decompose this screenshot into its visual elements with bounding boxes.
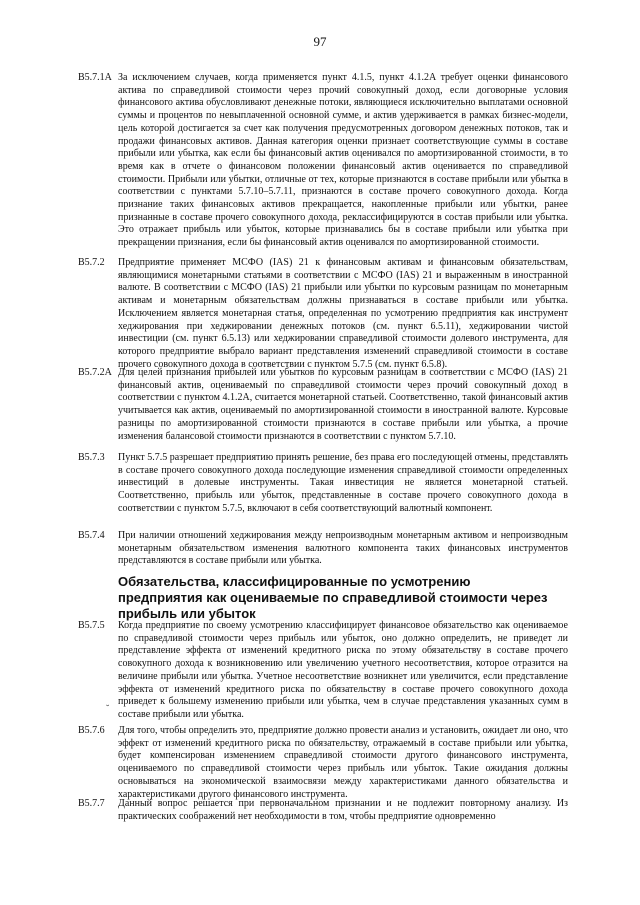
paragraph-number: B5.7.5 (78, 620, 105, 631)
paragraph-text: Для целей признания прибылей или убытков по курсовым разницам в соответствии с МСФО (IAS) 21 финансовый актив, оцениваемый по справедливой стоимости через прочий совокупный доход в соответствии с пунктом 4.1.2A, считается монетарной статьей. Соответственно, такой финансовый актив учитывается как актив, оцениваемый по амортизированной стоимости в иностранной валюте. Курсовые разницы по амортизированной стоимости признаются в составе прибыли или убытка, а прочие изменения балансовой стоимости признаются в соответствии с пунктом 5.7.10. (118, 367, 568, 442)
paragraph-b5-7-6 (78, 725, 568, 801)
paragraph-number: B5.7.4 (78, 530, 105, 541)
paragraph-b5-7-2 (78, 257, 568, 371)
paragraph-number: B5.7.1A (78, 72, 112, 83)
section-heading: Обязательства, классифицированные по усмотрению предприятия как оцениваемые по справедливой стоимости через прибыль или убыток (118, 574, 548, 621)
page-number: 97 (313, 34, 327, 49)
paragraph-b5-7-4 (78, 530, 568, 568)
paragraph-number: B5.7.7 (78, 798, 105, 809)
paragraph-text: За исключением случаев, когда применяется пункт 4.1.5, пункт 4.1.2A требует оценки финансового актива по справедливой стоимости через прочий совокупный доход, если договорные условия финансового актива обусловливают денежные потоки, являющиеся исключительно выплатами основной суммы и процентов по невыплаченной основной сумме, и актив удерживается в рамках бизнес-модели, цель которой достигается за счет как получения предусмотренных договором денежных потоков, так и продажи финансовых активов. Данная категория оценки признает соответствующие суммы в составе прибыли или убытка, как если бы финансовый актив оценивался по амортизированной стоимости, в то время как в отчете о финансовом положении финансовый актив оценивается по справедливой стоимости. Прибыли или убытки, отличные от тех, которые признаются в составе прибыли или убытка в соответствии с пунктами 5.7.10–5.7.11, признаются в составе прочего совокупного дохода. Когда признание таких финансовых активов прекращается, накопленные прибыли или убытки, ранее признанные в составе прочего совокупного дохода, реклассифицируются в состав прибыли или убытка. Это отражает прибыль или убыток, которые признавались бы в составе прибыли или убытка при прекращении признания, если бы финансовый актив оценивался по амортизированной стоимости. (118, 72, 568, 249)
paragraph-b5-7-7 (78, 798, 568, 823)
paragraph-text: Данный вопрос решается при первоначальном признании и не подлежит повторному анализу. Из практических соображений нет необходимости в том, чтобы предприятие одновременно (118, 798, 568, 822)
paragraph-number: B5.7.2A (78, 367, 112, 378)
margin-mark: ˘ (106, 704, 110, 715)
paragraph-number: B5.7.3 (78, 452, 105, 463)
paragraph-text: Пункт 5.7.5 разрешает предприятию принять решение, без права его последующей отмены, представлять в составе прочего совокупного дохода последующие изменения справедливой стоимости определенных инвестиций в долевые инструменты. Такая инвестиция не является монетарной статьей. Соответственно, прибыль или убыток, представленные в составе прочего совокупного дохода в соответствии с пунктом 5.7.5, включают в себя соответствующий валютный компонент. (118, 452, 568, 514)
paragraph-b5-7-2a (78, 367, 568, 443)
paragraph-b5-7-5 (78, 620, 568, 722)
paragraph-b5-7-3 (78, 452, 568, 516)
paragraph-text: Предприятие применяет МСФО (IAS) 21 к финансовым активам и финансовым обязательствам, являющимися монетарными статьями в соответствии с МСФО (IAS) 21 и выраженным в иностранной валюте. В соответствии с МСФО (IAS) 21 прибыли или убытки по курсовым разницам по монетарным активам и монетарным обязательствам должны признаваться в составе прибыли или убытка. Исключением является монетарная статья, определенная по усмотрению предприятия как инструмент хеджирования при хеджировании денежных потоков (см. пункт 6.5.11), хеджировании чистой инвестиции (см. пункт 6.5.13) или хеджировании справедливой стоимости долевого инструмента, для которого предприятие выбрало вариант представления изменений справедливой стоимости в составе прочего совокупного дохода в соответствии с пунктом 5.7.5 (см. пункт 6.5.8). (118, 257, 568, 370)
paragraph-number: B5.7.2 (78, 257, 105, 268)
paragraph-text: Когда предприятие по своему усмотрению классифицирует финансовое обязательство как оцениваемое по справедливой стоимости через прибыль или убыток, оно должно определить, не приведет ли представление эффекта от изменений кредитного риска по этому обязательству в составе прочего совокупного дохода к возникновению или увеличению учетного несоответствия, которое отразится на величине прибыли или убытка. Учетное несоответствие возникнет или увеличится, если представление эффекта от изменений кредитного риска по обязательству в составе прочего совокупного дохода приведет к большему изменению прибыли или убытка, чем в случае представления указанных сумм в составе прибыли или убытка. (118, 620, 568, 720)
paragraph-number: B5.7.6 (78, 725, 105, 736)
paragraph-b5-7-1a (78, 72, 568, 250)
paragraph-text: Для того, чтобы определить это, предприятие должно провести анализ и установить, ожидает ли оно, что эффект от изменений кредитного риска по обязательству, отражаемый в составе прибыли или убытка, будет компенсирован изменением справедливой стоимости другого финансового инструмента, оцениваемого по справедливой стоимости через прибыль или убыток. Такие ожидания должны основываться на экономической взаимосвязи между характеристиками данного обязательства и характеристиками другого финансового инструмента. (118, 725, 568, 800)
paragraph-text: При наличии отношений хеджирования между непроизводным монетарным активом и непроизводным монетарным обязательством изменения валютного компонента таких финансовых инструментов представляются в составе прибыли или убытка. (118, 530, 568, 567)
